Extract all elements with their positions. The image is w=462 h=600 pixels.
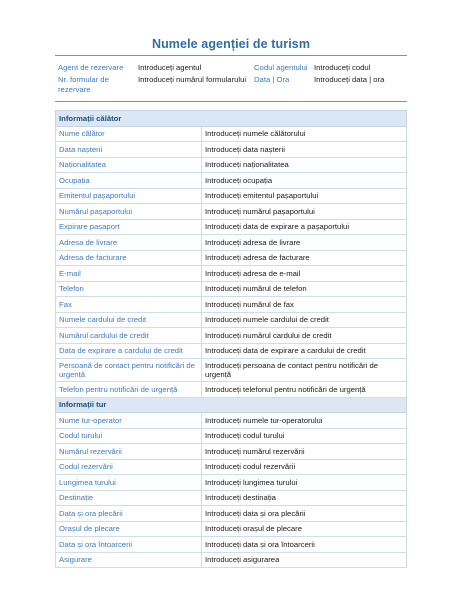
- field-value[interactable]: Introduceți numărul cardului de credit: [202, 328, 407, 344]
- table-row: [56, 250, 407, 266]
- field-value[interactable]: Introduceți asigurarea: [202, 552, 407, 568]
- header-row: [55, 62, 407, 74]
- table-row: [56, 188, 407, 204]
- agent-field[interactable]: Introduceți agentul: [138, 63, 202, 72]
- field-label: Nume călător: [56, 126, 202, 142]
- table-row: [56, 297, 407, 313]
- field-value[interactable]: Introduceți orașul de plecare: [202, 521, 407, 537]
- field-value[interactable]: Introduceți adresa de e-mail: [202, 266, 407, 282]
- section-title-tour: Informații tur: [56, 397, 407, 413]
- field-value[interactable]: Introduceți numele tur-operatorului: [202, 413, 407, 429]
- section-header-row: [56, 397, 407, 413]
- agent-code-field[interactable]: Introduceți codul: [314, 63, 371, 72]
- section-title-traveler: Informații călător: [56, 111, 407, 127]
- table-row: [56, 173, 407, 189]
- field-label: Persoană de contact pentru notificări de urgență: [56, 359, 202, 382]
- field-value[interactable]: Introduceți data și ora plecării: [202, 506, 407, 522]
- field-label: Codul rezervării: [56, 459, 202, 475]
- field-label: E-mail: [56, 266, 202, 282]
- header-row: [55, 74, 407, 96]
- field-label: Adresa de facturare: [56, 250, 202, 266]
- section-header-row: [56, 111, 407, 127]
- field-label: Expirare pașaport: [56, 219, 202, 235]
- document-title: Numele agenției de turism: [151, 37, 311, 51]
- field-value[interactable]: Introduceți data nașterii: [202, 142, 407, 158]
- agent-label: Agent de rezervare: [58, 63, 124, 72]
- date-time-field[interactable]: Introduceți data | ora: [314, 75, 385, 84]
- table-row: [56, 312, 407, 328]
- title-divider: [55, 55, 407, 56]
- table-row: [56, 521, 407, 537]
- field-value[interactable]: Introduceți persoana de contact pentru notificări de urgență: [202, 359, 407, 382]
- field-label: Codul turului: [56, 428, 202, 444]
- field-value[interactable]: Introduceți data de expirare a cardului de credit: [202, 343, 407, 359]
- field-value[interactable]: Introduceți data și ora întoarcerii: [202, 537, 407, 553]
- field-label: Data de expirare a cardului de credit: [56, 343, 202, 359]
- field-label: Fax: [56, 297, 202, 313]
- table-row: [56, 552, 407, 568]
- field-label: Numărul pașaportului: [56, 204, 202, 220]
- table-row: [56, 266, 407, 282]
- field-value[interactable]: Introduceți ocupația: [202, 173, 407, 189]
- field-label: Asigurare: [56, 552, 202, 568]
- field-label: Numărul rezervării: [56, 444, 202, 460]
- field-label: Numele cardului de credit: [56, 312, 202, 328]
- table-row: [56, 413, 407, 429]
- field-label: Telefon pentru notificări de urgență: [56, 382, 202, 398]
- booking-details-table: [55, 110, 407, 568]
- field-label: Destinație: [56, 490, 202, 506]
- table-row: [56, 343, 407, 359]
- field-value[interactable]: Introduceți telefonul pentru notificări de urgență: [202, 382, 407, 398]
- field-value[interactable]: Introduceți numărul de telefon: [202, 281, 407, 297]
- field-value[interactable]: Introduceți lungimea turului: [202, 475, 407, 491]
- table-row: [56, 490, 407, 506]
- table-row: [56, 428, 407, 444]
- field-value[interactable]: Introduceți codul turului: [202, 428, 407, 444]
- field-value[interactable]: Introduceți numărul rezervării: [202, 444, 407, 460]
- field-label: Emitentul pașaportului: [56, 188, 202, 204]
- field-value[interactable]: Introduceți adresa de livrare: [202, 235, 407, 251]
- field-label: Ocupația: [56, 173, 202, 189]
- header-divider: [55, 101, 407, 102]
- table-row: [56, 359, 407, 382]
- date-time-label: Data | Ora: [254, 75, 290, 84]
- field-label: Lungimea turului: [56, 475, 202, 491]
- form-number-label: Nr. formular de rezervare: [58, 75, 109, 94]
- field-value[interactable]: Introduceți numele cardului de credit: [202, 312, 407, 328]
- table-row: [56, 506, 407, 522]
- field-label: Numărul cardului de credit: [56, 328, 202, 344]
- field-label: Nume tur-operator: [56, 413, 202, 429]
- table-row: [56, 444, 407, 460]
- field-value[interactable]: Introduceți data de expirare a pașaportului: [202, 219, 407, 235]
- table-row: [56, 157, 407, 173]
- field-value[interactable]: Introduceți numele călătorului: [202, 126, 407, 142]
- table-row: [56, 537, 407, 553]
- field-value[interactable]: Introduceți codul rezervării: [202, 459, 407, 475]
- field-value[interactable]: Introduceți numărul pașaportului: [202, 204, 407, 220]
- field-value[interactable]: Introduceți naționalitatea: [202, 157, 407, 173]
- table-row: [56, 475, 407, 491]
- field-value[interactable]: Introduceți adresa de facturare: [202, 250, 407, 266]
- field-label: Telefon: [56, 281, 202, 297]
- field-label: Adresa de livrare: [56, 235, 202, 251]
- table-row: [56, 382, 407, 398]
- field-value[interactable]: Introduceți numărul de fax: [202, 297, 407, 313]
- field-label: Data și ora plecării: [56, 506, 202, 522]
- form-number-field[interactable]: Introduceți numărul formularului: [138, 75, 247, 84]
- agent-code-label: Codul agentului: [254, 63, 308, 72]
- field-value[interactable]: Introduceți emitentul pașaportului: [202, 188, 407, 204]
- table-row: [56, 281, 407, 297]
- field-label: Naționalitatea: [56, 157, 202, 173]
- table-row: [56, 459, 407, 475]
- table-row: [56, 219, 407, 235]
- table-row: [56, 235, 407, 251]
- field-label: Data nașterii: [56, 142, 202, 158]
- field-label: Orașul de plecare: [56, 521, 202, 537]
- table-row: [56, 126, 407, 142]
- field-label: Data și ora întoarcerii: [56, 537, 202, 553]
- table-row: [56, 142, 407, 158]
- booking-header-table: [55, 62, 407, 96]
- table-row: [56, 204, 407, 220]
- table-row: [56, 328, 407, 344]
- field-value[interactable]: Introduceți destinația: [202, 490, 407, 506]
